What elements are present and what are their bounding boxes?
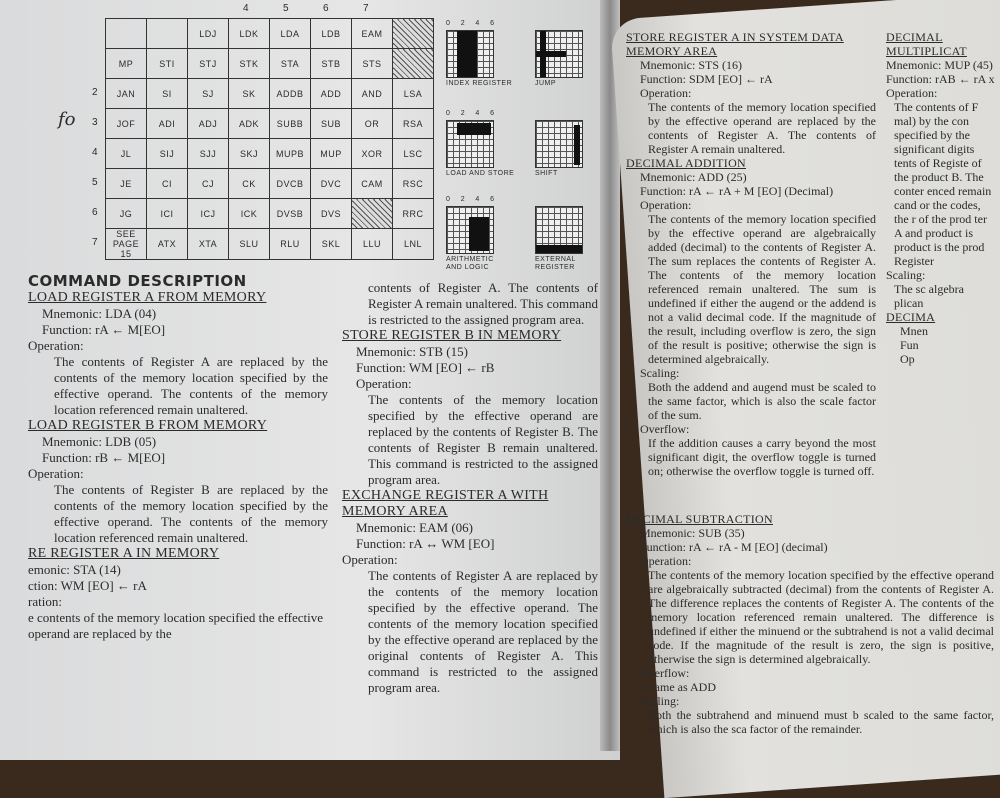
operation-label: Operation: (640, 198, 692, 212)
table-cell: SK (229, 79, 270, 109)
command-entry (28, 418, 328, 546)
table-cell: STK (229, 49, 270, 79)
mnemonic: Mnemonic: ADD (25) (640, 170, 747, 184)
table-cell: LDA (270, 19, 311, 49)
table-cell: SUBB (270, 109, 311, 139)
table-cell: RSA (393, 109, 434, 139)
entry-title: DECIMAL SUBTRACTION (626, 512, 773, 526)
table-cell: JG (106, 199, 147, 229)
scaling-text: The sc algebra plican (894, 282, 964, 310)
table-row (106, 19, 434, 49)
shift-diagram (535, 120, 583, 168)
row-number: 4 (92, 147, 98, 158)
row-number: 6 (92, 207, 98, 218)
operation-text: The contents of the memory location specified by the effective operand are algebraically subtracted (decimal) from the contents of Register A. The difference replaces the contents of Register A. The contents of the memory location referenced remain unaltered. The difference is undefined if either the minuend or the subtrahend is not a valid decimal code. If the magnitude of the result is zero, the sign is positive, otherwise the sign is determined algebraically. (648, 568, 994, 666)
table-cell: LSA (393, 79, 434, 109)
table-cell: ADD (311, 79, 352, 109)
function: Function: WM [EO] ← rB (356, 360, 495, 375)
table-cell: STI (147, 49, 188, 79)
scaling-label: Scaling: (886, 268, 926, 282)
command-entry (886, 310, 996, 366)
mnemonic: Mnemonic: EAM (06) (356, 520, 473, 535)
row-number: 3 (92, 117, 98, 128)
opcode-table (105, 18, 434, 260)
overflow-text: If the addition causes a carry beyond the most significant digit, the overflow toggle is turned on; otherwise the overflow toggle is turned off. (648, 436, 876, 478)
column-number: 6 (323, 3, 329, 14)
table-cell: LDJ (188, 19, 229, 49)
table-cell: ADDB (270, 79, 311, 109)
command-entry (626, 30, 876, 156)
function: Function: SDM [EO] ← rA (640, 72, 773, 86)
table-cell: LNL (393, 229, 434, 260)
diagram-axis (446, 20, 494, 28)
table-cell: DVCB (270, 169, 311, 199)
overflow-text: Same as ADD (648, 680, 716, 694)
index-register-diagram (446, 30, 494, 78)
overflow-label: Overflow: (640, 422, 690, 436)
table-row (106, 79, 434, 109)
table-cell: SJ (188, 79, 229, 109)
operation-text: e contents of the memory location specified the effective operand are replaced by the (28, 610, 324, 641)
table-cell: MUPB (270, 139, 311, 169)
mnemonic: Mnemonic: LDA (04) (42, 306, 157, 321)
table-cell: LLU (352, 229, 393, 260)
table-cell: ICK (229, 199, 270, 229)
table-cell: AND (352, 79, 393, 109)
axis-tick: 0 (446, 20, 450, 27)
table-cell: STA (270, 49, 311, 79)
function: Function: rA ↔ WM [EO] (356, 536, 495, 551)
scaling-text: Both the addend and augend must be scaled to the same factor, which is also the scale factor of the sum. (648, 380, 876, 422)
table-cell: XOR (352, 139, 393, 169)
operation-label: ration: (28, 594, 62, 609)
scaling-text: Both the subtrahend and minuend must b scaled to the same factor, which is also the sca factor of the remainder. (648, 708, 994, 736)
operation-label: Operation: (886, 86, 938, 100)
axis-tick: 2 (460, 196, 465, 203)
table-cell: SI (147, 79, 188, 109)
table-cell: LDK (229, 19, 270, 49)
table-cell: RLU (270, 229, 311, 260)
table-cell: OR (352, 109, 393, 139)
operation-label: Operation: (342, 552, 398, 567)
table-cell: SJJ (188, 139, 229, 169)
table-cell: SEE PAGE 15 (106, 229, 147, 260)
table-row (106, 49, 434, 79)
row-number: 7 (92, 237, 98, 248)
table-cell: ADI (147, 109, 188, 139)
diagram-caption: JUMP (535, 80, 557, 87)
table-cell: CAM (352, 169, 393, 199)
load-store-diagram (446, 120, 494, 168)
mnemonic: Mnemonic: SUB (35) (640, 526, 745, 540)
operation-label: Operation: (28, 338, 84, 353)
axis-tick: 0 (446, 196, 450, 203)
mnemonic: Mnemonic: MUP (45) (886, 58, 993, 72)
table-cell: STS (352, 49, 393, 79)
operation-label: Operation: (640, 554, 692, 568)
table-cell: CJ (188, 169, 229, 199)
table-cell: SLU (229, 229, 270, 260)
axis-tick: 0 (446, 110, 450, 117)
table-cell: EAM (352, 19, 393, 49)
column-number: 5 (283, 3, 289, 14)
axis-tick: 4 (475, 110, 480, 117)
arithmetic-logic-diagram (446, 206, 494, 254)
table-cell: MP (106, 49, 147, 79)
diagram-caption: INDEX REGISTER (446, 80, 513, 87)
table-cell: XTA (188, 229, 229, 260)
operation-text: The contents of Register A are replaced by the contents of the memory location specified by the effective operand. The contents of the memory location referenced remain unaltered. (54, 354, 328, 417)
operation-text: The contents of F mal) by the con specified by the significant digits tents of Registe of the product B. The conter enced remain cand or the codes, the r of the prod ter A and product is product is the prod Register (894, 100, 992, 268)
table-cell: RRC (393, 199, 434, 229)
operation-text: The contents of the memory location specified by the effective operand are algebraically added (decimal) to the contents of Register A. The sum replaces the contents of Register A. The contents of the memory location referenced remain unaltered. The sum is undefined if either the augend or the addend is not a valid decimal code. If the magnitude of the result, including overflow is zero, the sign of the result is positive; otherwise the sign is determined algebraically. (648, 212, 876, 366)
axis-tick: 2 (460, 20, 465, 27)
entry-title: RE REGISTER A IN MEMORY (28, 546, 220, 561)
table-cell: ADK (229, 109, 270, 139)
function: Function: rA ← rA + M [EO] (Decimal) (640, 184, 834, 198)
continuation-text: contents of Register A. The contents of Register A remain unaltered. This command is restricted to the assigned program area. (368, 280, 598, 327)
external-register-diagram (535, 206, 583, 254)
overflow-label: Overflow: (640, 666, 690, 680)
diagram-axis (446, 110, 494, 118)
mnemonic: emonic: STA (14) (28, 562, 121, 577)
row-number: 2 (92, 87, 98, 98)
table-cell: SIJ (147, 139, 188, 169)
table-cell: SKL (311, 229, 352, 260)
table-cell: CI (147, 169, 188, 199)
axis-tick: 6 (490, 196, 494, 203)
left-column (28, 272, 328, 642)
table-cell: STB (311, 49, 352, 79)
mnemonic: Mnemonic: STB (15) (356, 344, 468, 359)
mnemonic: Mnen (900, 324, 928, 338)
entry-title: STORE REGISTER A IN SYSTEM DATA MEMORY AREA (626, 30, 844, 58)
table-cell: JE (106, 169, 147, 199)
hatched-cell (352, 199, 393, 229)
left-column-2 (342, 280, 598, 696)
table-cell: MUP (311, 139, 352, 169)
column-number: 7 (363, 3, 369, 14)
diagram-axis (446, 196, 494, 204)
right-column-lower (626, 512, 994, 736)
command-entry (342, 328, 598, 488)
function: Function: rA ← M[EO] (42, 322, 166, 337)
diagram-caption: LOAD AND STORE (446, 170, 515, 177)
hatched-cell (393, 19, 434, 49)
table-row (106, 229, 434, 260)
diagram-caption: ARITHMETIC AND LOGIC (446, 256, 494, 271)
hatched-cell (393, 49, 434, 79)
table-cell: ICJ (188, 199, 229, 229)
table-cell: CK (229, 169, 270, 199)
table-cell: DVC (311, 169, 352, 199)
function: Fun (900, 338, 919, 352)
entry-title: DECIMA (886, 310, 936, 324)
scaling-label: Scaling: (640, 694, 680, 708)
table-cell: JAN (106, 79, 147, 109)
table-row (106, 109, 434, 139)
command-entry (626, 156, 876, 478)
diagram-caption: EXTERNAL REGISTER (535, 256, 576, 271)
mnemonic: Mnemonic: STS (16) (640, 58, 742, 72)
operation-label: Operation: (28, 466, 84, 481)
table-cell: LDB (311, 19, 352, 49)
table-row (106, 199, 434, 229)
diagram-caption: SHIFT (535, 170, 558, 177)
operation-label: Operation: (640, 86, 692, 100)
column-number: 4 (243, 3, 249, 14)
entry-title: STORE REGISTER B IN MEMORY (342, 328, 562, 343)
command-entry (28, 290, 328, 418)
table-cell: ADJ (188, 109, 229, 139)
function: Function: rB ← M[EO] (42, 450, 166, 465)
axis-tick: 4 (475, 196, 480, 203)
section-title: COMMAND DESCRIPTION (28, 272, 247, 290)
operation-text: The contents of Register A are replaced by the contents of the memory location specified by the effective operand. The contents of the memory location specified by the effective operand are replaced by the original contents of Register A. This command is restricted to the assigned program area. (368, 568, 598, 695)
entry-title: DECIMAL MULTIPLICAT (886, 30, 967, 58)
operation-label: Op (900, 352, 915, 366)
table-cell: DVSB (270, 199, 311, 229)
table-cell: ICI (147, 199, 188, 229)
table-cell: RSC (393, 169, 434, 199)
right-column-2 (886, 30, 996, 366)
table-cell: JL (106, 139, 147, 169)
right-column (626, 30, 876, 478)
row-number: 5 (92, 177, 98, 188)
table-cell: SKJ (229, 139, 270, 169)
operation-text: The contents of Register B are replaced by the contents of the memory location specified by the effective operand. The contents of the memory location referenced remain unaltered. (54, 482, 328, 545)
function: Function: rA ← rA - M [EO] (decimal) (640, 540, 828, 554)
entry-title: DECIMAL ADDITION (626, 156, 747, 170)
command-entry (28, 546, 328, 642)
axis-tick: 6 (490, 110, 494, 117)
entry-title: EXCHANGE REGISTER A WITH MEMORY AREA (342, 488, 549, 519)
axis-tick: 6 (490, 20, 494, 27)
function: Function: rAB ← rA x (886, 72, 995, 86)
command-entry (342, 488, 598, 696)
table-row (106, 169, 434, 199)
table-cell: STJ (188, 49, 229, 79)
operation-label: Operation: (356, 376, 412, 391)
handwritten-annotation: fo (58, 109, 76, 130)
scaling-label: Scaling: (640, 366, 680, 380)
axis-tick: 4 (475, 20, 480, 27)
mnemonic: Mnemonic: LDB (05) (42, 434, 157, 449)
axis-tick: 2 (460, 110, 465, 117)
table-cell: DVS (311, 199, 352, 229)
jump-diagram (535, 30, 583, 78)
table-cell: SUB (311, 109, 352, 139)
entry-title: LOAD REGISTER B FROM MEMORY (28, 418, 268, 433)
entry-title: LOAD REGISTER A FROM MEMORY (28, 290, 267, 305)
operation-text: The contents of the memory location specified by the effective operand are replaced by the contents of Register A. The contents of Register A remain unaltered. (648, 100, 876, 156)
table-cell: LSC (393, 139, 434, 169)
table-cell: JOF (106, 109, 147, 139)
table-row (106, 139, 434, 169)
operation-text: The contents of the memory location specified by the effective operand are replaced by the contents of Register B. The contents of Register B remain unaltered. This command is restricted to the assigned program area. (368, 392, 598, 487)
table-cell: ATX (147, 229, 188, 260)
function: ction: WM [EO] ← rA (28, 578, 147, 593)
